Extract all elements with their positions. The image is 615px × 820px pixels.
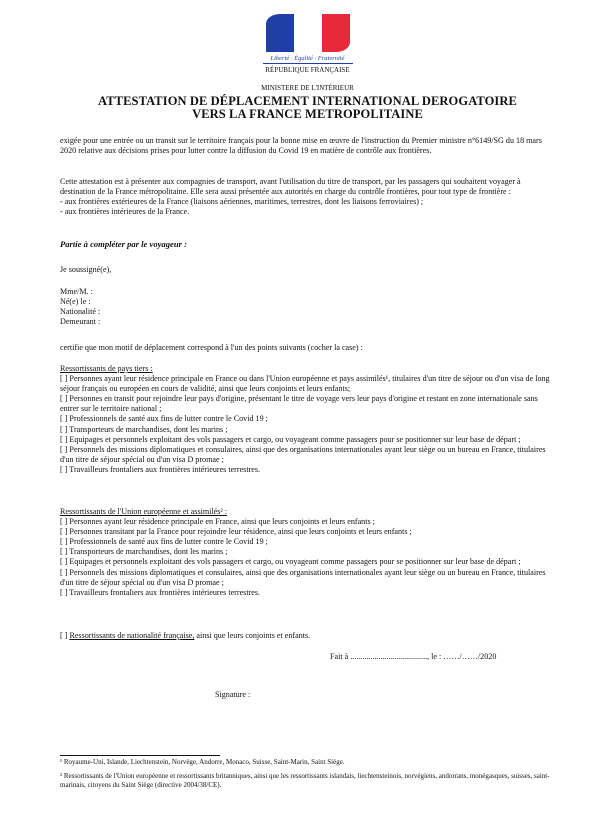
french-nationals-label: Ressortissants de nationalité française, [69, 631, 195, 640]
document-title [40, 95, 575, 121]
checkbox-item[interactable]: [ ] Personnes ayant leur résidence principale en France, ainsi que leurs conjoints et leurs enfants ; [60, 517, 375, 527]
nationality-field-label[interactable]: Nationalité : [60, 307, 101, 317]
french-checkbox[interactable]: [ ] [60, 631, 70, 640]
checkbox-item[interactable]: [ ] Transporteurs de marchandises, dont les marins ; [60, 424, 228, 434]
checkbox-item[interactable]: [ ] Personnels des missions diplomatiques et consulaires, ainsi que des organisations internationales ayant leur siège ou un bureau en France, titulaires d'un titre de séjour spécial ou d'un visa D promae ; [60, 567, 546, 587]
ministry-label: MINISTERE DE L'INTÉRIEUR [261, 84, 354, 92]
checkbox-item[interactable]: [ ] Professionnels de santé aux fins de lutter contre le Covid 19 ; [60, 414, 268, 424]
motto-divider [263, 63, 353, 64]
french-nationals-rest: ainsi que leurs conjoints et enfants. [194, 631, 311, 640]
header [0, 14, 615, 93]
third-country-heading: Ressortissants de pays tiers : [60, 364, 153, 373]
certify-statement: certifie que mon motif de déplacement correspond à l'un des points suivants (cocher la case) : [60, 343, 363, 352]
flag-white-band [294, 14, 322, 52]
address-field-label[interactable]: Demeurant : [60, 317, 101, 327]
checkbox-item[interactable]: [ ] Professionnels de santé aux fins de lutter contre le Covid 19 ; [60, 537, 268, 547]
section-heading: Partie à compléter par le voyageur : [60, 239, 187, 249]
name-field-label[interactable]: Mme/M. : [60, 287, 93, 296]
footnotes [60, 758, 560, 791]
republic-logo-flag [266, 14, 350, 52]
checkbox-item[interactable]: [ ] Transporteurs de marchandises, dont les marins ; [60, 547, 228, 557]
checkbox-item[interactable]: [ ] Personnes en transit pour rejoindre leur pays d'origine, présentant le titre de voyage vers leur pays d'origine et restant en zone internationale sans entrer sur le territoire national ; [60, 394, 538, 414]
republic-label: RÉPUBLIQUE FRANÇAISE [265, 66, 350, 74]
form-sousigne: Je soussigné(e), [60, 265, 112, 274]
checkbox-item[interactable]: [ ] Travailleurs frontaliers aux frontières intérieures terrestres. [60, 464, 261, 474]
eu-heading: Ressortissants de l'Union européenne et assimilés² : [60, 507, 228, 516]
checkbox-item[interactable]: [ ] Equipages et personnels exploitant des vols passagers et cargo, ou voyageant comme passagers pour se positionner sur leur base de départ ; [60, 434, 521, 444]
flag-red-band [322, 14, 350, 52]
french-nationals-item[interactable] [60, 631, 550, 641]
checkbox-item[interactable]: [ ] Travailleurs frontaliers aux frontières intérieures terrestres. [60, 587, 261, 597]
title-line-2: VERS LA FRANCE METROPOLITAINE [192, 107, 423, 121]
republic-motto: Liberté · Égalité · Fraternité [270, 55, 345, 62]
checkbox-item[interactable]: [ ] Personnels des missions diplomatiques et consulaires, ainsi que des organisations internationales ayant leur siège ou un bureau en France, titulaires d'un titre de séjour spécial ou d'un visa D promae ; [60, 444, 546, 464]
checkbox-item[interactable]: [ ] Personnes transitant par la France pour rejoindre leur résidence, ainsi que leurs conjoints et leurs enfants ; [60, 527, 412, 537]
footnote-1: ¹ Royaume-Uni, Islande, Liechtenstein, Norvège, Andorre, Monaco, Suisse, Saint-Marin, Saint Siège. [60, 758, 345, 766]
flag-blue-band [266, 14, 294, 52]
title-line-1: ATTESTATION DE DÉPLACEMENT INTERNATIONAL DEROGATOIRE [98, 94, 517, 108]
birthdate-field-label[interactable]: Né(e) le : [60, 297, 91, 307]
footnote-2: ² Ressortissants de l'Union européenne et ressortissants britanniques, ainsi que les ressortissants islandais, liechtensteinois, norvégiens, andorrans, monégasques, suisses, saint-marinais, citoyens du Saint Siège (directive 2004/38/CE). [60, 771, 550, 789]
presentation-internal: - aux frontières intérieures de la France. [60, 207, 190, 217]
eu-group [60, 507, 550, 598]
presentation-paragraph [60, 177, 550, 217]
identity-fields [60, 287, 550, 327]
signature-label[interactable]: Signature : [215, 690, 251, 699]
presentation-text: Cette attestation est à présenter aux compagnies de transport, avant l'utilisation du titre de transport, par les passagers qui souhaitent voyager à destination de la France métropolitaine. Elle sera aussi présentée aux autorités en charge du contrôle frontières, pour tout type de frontière : [60, 177, 521, 197]
checkbox-item[interactable]: [ ] Personnes ayant leur résidence principale en France ou dans l'Union européenne et pays assimilés¹, titulaires d'un titre de séjour ou d'un visa de long séjour français ou européen en cours de validité, ainsi que leurs conjoints et leurs enfants; [60, 374, 550, 394]
third-country-group [60, 364, 550, 475]
checkbox-item[interactable]: [ ] Equipages et personnels exploitant des vols passagers et cargo, ou voyageant comme passagers pour se positionner sur leur base de départ ; [60, 557, 521, 567]
footnote-divider [60, 755, 220, 756]
intro-paragraph: exigée pour une entrée ou un transit sur le territoire français pour la bonne mise en œuvre de l'instruction du Premier ministre n°6149/SG du 18 mars 2020 relative aux décisions prises pour lutter contre la diffusion du Covid 19 en matière de contrôle aux frontières. [60, 136, 542, 156]
presentation-external: - aux frontières extérieures de la France (liaisons aériennes, maritimes, terrestres, dont les liaisons ferroviaires) ; [60, 197, 424, 207]
place-date-line[interactable]: Fait à ......................................, le : ……/……/2020 [330, 652, 497, 661]
